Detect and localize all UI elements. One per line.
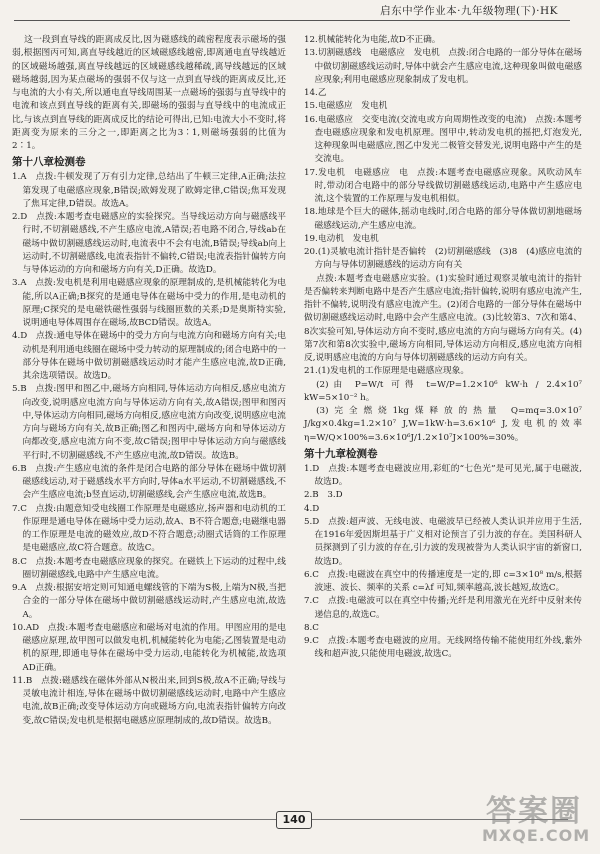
answer-item: 8.C 点拨:本题考查电磁感应现象的探究。在磁铁上下运动的过程中,线圈切割磁感线,电路中产生感应电流。 xyxy=(12,556,286,580)
answer-item: 14.乙 xyxy=(304,88,327,98)
answer-item: 6.B 点拨:产生感应电流的条件是闭合电路的部分导体在磁场中做切割磁感线运动,对于磁感线水平方向时,导体a水平运动,不切割磁感线,不会产生感应电流;b竖直运动,切割磁感线,会产生感应电流,故选B。 xyxy=(12,463,286,501)
left-column xyxy=(12,34,286,728)
answer-item: 1.D 点拨:本题考查电磁波应用,彩虹的“七色光”是可见光,属于电磁波,故选D。 xyxy=(304,463,582,487)
answer-explanation: 点拨:本题考查电磁感应实验。(1)实验时通过观察灵敏电流计的指针是否偏转来判断电路中是否产生感应电流;指针偏转,说明有感应电流产生,指针不偏转,说明没有感应电流产生。(2)闭合电路的一部分导体在磁场中做切割磁感线运动时,电路中会产生感应电流。(3)比较第3、7次和第4、8次实验可知,导体运动方向不变时,感应电流的方向与磁场方向有关。(4)第7次和第8次实验中,磁场方向相同,导体运动方向相反,感应电流方向相反,说明感应电流的方向与导体切割磁感线的运动方向有关。 xyxy=(304,273,582,363)
answer-item: 18.地球是个巨大的磁体,摇动电线时,闭合电路的部分导体做切割地磁场磁感线运动,产生感应电流。 xyxy=(304,207,582,231)
answer-item: 21.(1)发电机的工作原理是电磁感应现象。 xyxy=(304,366,470,377)
section-heading-ch19: 第十九章检测卷 xyxy=(304,447,378,460)
answer-item: 9.C 点拨:本题考查电磁波的应用。无线网络传输不能使用红外线,紫外线和超声波,只能使用电磁波,故选C。 xyxy=(304,636,582,660)
answer-item: 4.D xyxy=(304,503,320,514)
answer-item: 4.D 点拨:通电导体在磁场中的受力方向与电流方向和磁场方向有关;电动机是利用通电线圈在磁场中受力转动的原理制成的;闭合电路中的一部分导体在磁场中做切割磁感线运动时才能产生感应电流,故D正确,其余选项错误。故选D。 xyxy=(12,331,286,381)
formula-line: (2)由 P=W/t 可得 t=W/P=1.2×10⁶ kW·h / 2.4×10⁷ kW=5×10⁻² h。 xyxy=(304,379,582,403)
header-title: 启东中学作业本·九年级物理(下)·HK xyxy=(380,5,558,17)
answer-item: 5.B 点拨:图甲和图乙中,磁场方向相同,导体运动方向相反,感应电流方向改变,说明感应电流方向与导体运动方向有关,故A错误;图甲和图丙中,导体运动方向相同,磁场方向相反,感应电流方向改变,说明感应电流方向与磁场方向有关,故B正确;图乙和图丙中,磁场方向和导体运动方向都改变,感应电流方向不变,故C错误;图甲中导体运动方向与磁感线平行时,不切割磁感线,不产生感应电流,故D错误。故选B。 xyxy=(12,384,286,461)
page-number-box xyxy=(270,809,318,831)
answer-item: 12.机械能转化为电能,故D不正确。 xyxy=(304,35,441,45)
answer-item: 20.(1)灵敏电流计指针是否偏转 (2)切割磁感线 (3)8 (4)感应电流的方向与导体切割磁感线的运动方向有关 xyxy=(304,247,582,271)
answer-item: 6.C 点拨:电磁波在真空中的传播速度是一定的,即 c=3×10⁸ m/s,根据波速、波长、频率的关系 c=λf 可知,频率越高,波长越短,故选C。 xyxy=(304,569,582,593)
page-number: 140 xyxy=(276,811,312,829)
answer-item: 10.AD 点拨:本题考查电磁感应和磁场对电流的作用。甲图应用的是电磁感应原理,故甲图可以做发电机,机械能转化为电能;乙图装置是电动机的原理,即通电导体在磁场中受力运动,电能转化为机械能,故选项AD正确。 xyxy=(12,622,286,673)
watermark-text: 答案圈 xyxy=(486,794,582,829)
answer-item: 2.D 点拨:本题考查电磁感应的实验探究。当导线运动方向与磁感线平行时,不切割磁感线,不产生感应电流,A错误;若电路不闭合,导线ab在磁场中做切割磁感线运动时,电流表中不会有电流,B错误;导线ab向上运动时,不切割磁感线,电流表指针不偏转,C错误;电流表指针偏转方向与导体运动的方向和磁场方向有关,D正确。故选D。 xyxy=(12,212,286,275)
answer-item: 9.A 点拨:根据安培定则可知通电螺线管的下端为S极,上端为N极,当把合金的一部分导体在磁场中做切割磁感线运动时,产生感应电流,故选A。 xyxy=(12,583,286,620)
watermark-logo xyxy=(476,786,594,848)
answer-item: 17.发电机 电磁感应 电 点拨:本题考查电磁感应现象。风吹动风车时,带动闭合电路中的部分导线做切割磁感线运动,电路中产生感应电流,这个装置的工作原理与发电机相似。 xyxy=(304,167,582,204)
answer-item: 11.B 点拨:磁感线在磁体外部从N极出来,回到S极,故A不正确;导线与灵敏电流计相连,导体在磁场中做切割磁感线运动时,电路中产生感应电流,故B正确;改变导体运动方向或磁场方向,电流表指针偏转方向改变,故C错误;发电机是根据电磁感应原理制成的,故D错误。故选B。 xyxy=(12,675,286,726)
section-heading-ch18: 第十八章检测卷 xyxy=(12,156,86,169)
page-header xyxy=(0,0,600,24)
answer-item: 2.B 3.D xyxy=(304,490,343,501)
answer-item: 1.A 点拨:牛顿发现了万有引力定律,总结出了牛顿三定律,A正确;法拉第发现了电磁感应现象,B错误;欧姆发现了欧姆定律,C错误;焦耳发现了焦耳定律,D错误。故选A。 xyxy=(12,172,286,209)
answer-item: 5.D 点拨:超声波、无线电波、电磁波早已经被人类认识并应用于生活,在1916年爱因斯坦基于广义相对论预言了引力波的存在。美国科研人员探测到了引力波的存在,引力波的发现被誉为人类认识宇宙的新窗口,故选D。 xyxy=(304,516,582,567)
intro-paragraph: 这一段到直导线的距离成反比,因为磁感线的疏密程度表示磁场的强弱,根据图丙可知,离直导线越近的区域磁感线越密,即离通电直导线越近的区域磁场越强,离直导线越远的区域磁感线越稀疏,离导线越远的区域磁场越弱,因为某点磁场的强弱不仅与这一点到直导线的距离成反比,还与电流的大小有关,所以通电直导线周围某一点磁场的强弱与直导线中的电流和该点到直导线的距离有关,即磁场的强弱与直导线中的电流成正比,与该点到直导线的距离成反比的结论可得出,已知:电流大小不变时,将距离变为原来的三分之一,即距离之比为3∶1,则磁场强弱的比值为2∶1。 xyxy=(12,35,286,151)
answer-item: 3.A 点拨:发电机是利用电磁感应现象的原理制成的,是机械能转化为电能,所以A正确;B探究的是通电导体在磁场中受力的作用,是电动机的原理;C探究的是电磁铁磁性强弱与线圈匝数的关系;D是奥斯特实验,说明通电导体周围存在磁场,故BCD错误。故选A。 xyxy=(12,278,286,328)
answer-item: 16.电磁感应 交变电流(交流电或方向周期性改变的电流) 点拨:本题考查电磁感应现象和发电机原理。图甲中,转动发电机的摇把,灯泡发光,这种现象叫电磁感应,图乙中发光二极管交替发光,说明电路中产生的是交流电。 xyxy=(304,114,582,165)
answer-item: 7.C 点拨:电磁波可以在真空中传播;光纤是利用激光在光纤中反射来传递信息的,故选C。 xyxy=(304,596,582,620)
answer-item: 19.电动机 发电机 xyxy=(304,233,379,244)
formula-line: (3)完全燃烧1kg煤释放的热量 Q=mq=3.0×10⁷ J/kg×0.4kg=1.2×10⁷ J,W=1kW·h=3.6×10⁶ J,发电机的效率 η=W/Q×100%=3.6×10⁶J/1.2×10⁷J×100%=30%。 xyxy=(304,406,582,443)
answer-item: 7.C 点拨:由题意知受电线圈工作原理是电磁感应,扬声器和电动机的工作原理是通电导体在磁场中受力运动,故A、B不符合题意;电磁继电器的工作原理是电流的磁效应,故D不符合题意;动圈式话筒的工作原理是电磁感应,故C符合题意。故选C。 xyxy=(12,503,286,554)
answer-item: 8.C xyxy=(304,622,319,633)
header-rule xyxy=(14,20,570,21)
watermark-url: MXQE.COM xyxy=(482,826,591,845)
right-column xyxy=(304,34,582,662)
answer-item: 15.电磁感应 发电机 xyxy=(304,101,388,112)
answer-item: 13.切割磁感线 电磁感应 发电机 点拨:闭合电路的一部分导体在磁场中做切割磁感线运动时,导体中就会产生感应电流,这种现象叫做电磁感应现象;利用电磁感应现象制成了发电机。 xyxy=(304,48,582,85)
